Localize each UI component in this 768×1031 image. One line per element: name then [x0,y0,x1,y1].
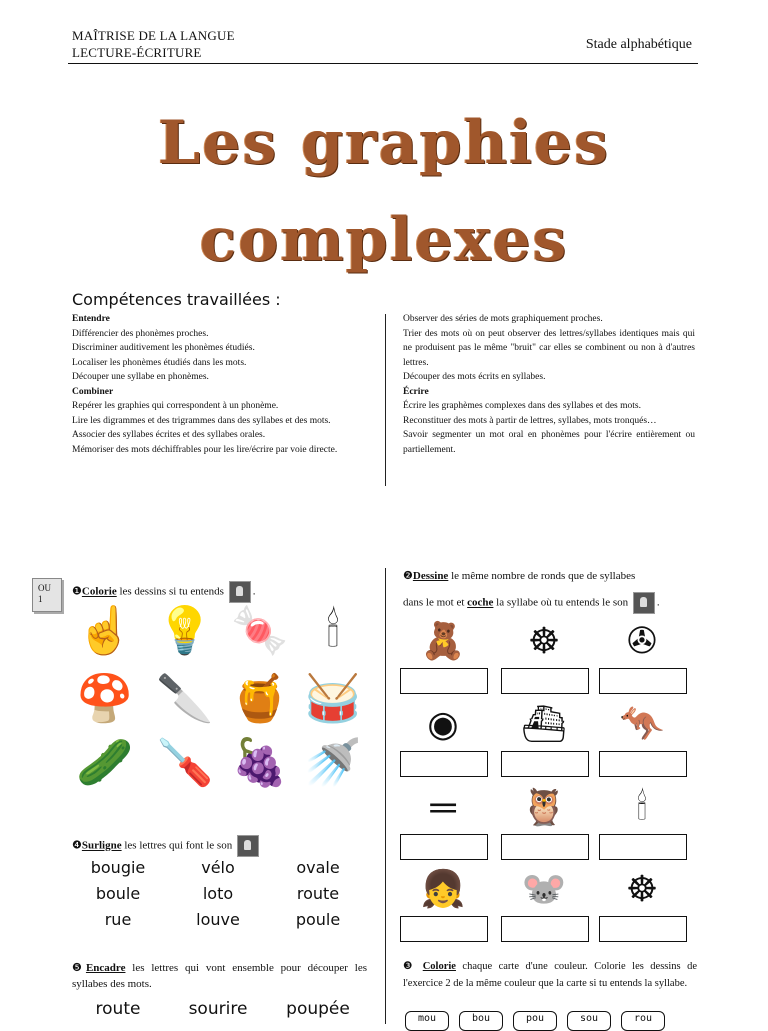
doll-icon: 🧸 [420,621,466,661]
wheel-icon: ☸ [625,869,659,909]
exercise-tag [32,578,62,612]
competence-item: Découper une syllabe en phonèmes. [72,372,209,382]
word[interactable]: sourire [188,999,248,1019]
syllable-answer-box[interactable] [501,751,589,777]
rolling-pin-icon: ═ [430,787,456,827]
competence-item: Lire les digrammes et des trigrammes dans des syllabes et des mots. [72,415,331,426]
column-divider [385,314,386,486]
word-row [68,858,368,884]
word[interactable]: louve [196,910,240,929]
ex5-instruction [72,960,367,992]
word[interactable]: route [296,884,340,903]
ex2-verb: Dessine [412,570,449,582]
syllable-card[interactable]: pou [513,1011,557,1031]
ex1-verb: Colorie [81,585,117,598]
ex5-number: ❺ [72,962,86,974]
syllable-answer-box[interactable] [400,751,488,777]
ex4-verb: Surligne [81,839,122,852]
competences-heading: Compétences travaillées : [72,290,281,309]
competence-item: Associer des syllabes écrites et des syllabes orales. [72,430,266,440]
syllable-answer-box[interactable] [599,751,687,777]
ex1-text: les dessins si tu entends [116,585,227,598]
ex3-verb: Colorie [422,961,456,972]
ex1-picture-grid [72,600,372,800]
wheel-icon: ☸ [527,621,561,661]
word-row [68,884,368,910]
ex3-number: ❸ [403,961,417,972]
syllable-answer-box[interactable] [501,668,589,694]
windmill-icon: ✇ [626,621,658,661]
ex2-text1: le même nombre de ronds que de syllabes [448,570,636,582]
competence-item: Différencier des phonèmes proches. [72,328,209,339]
header-line2: LECTURE-ÉCRITURE [72,45,202,60]
syllable-answer-box[interactable] [599,834,687,860]
word[interactable]: ovale [296,858,340,877]
syllable-cards [405,1011,705,1031]
syllable-answer-box[interactable] [400,668,488,694]
competences-right-column [403,312,695,457]
raspberry-icon[interactable]: 🍇 [231,737,289,788]
competence-item: Découper des mots écrits en syllabes. [403,372,546,382]
knife-icon[interactable]: 🔪 [156,673,214,724]
ex4-word-grid [68,858,368,936]
ex2-picture-grid [398,615,698,945]
syllable-answer-box[interactable] [400,916,488,942]
pickle-icon[interactable]: 🥒 [76,737,134,788]
syllable-card[interactable]: sou [567,1011,611,1031]
submarine-icon: ⛴ [521,704,567,744]
competence-item: Reconstituer des mots à partir de lettres, syllabes, mots tronqués… [403,415,657,426]
syllable-card[interactable]: rou [621,1011,665,1031]
mushroom-icon[interactable]: 🍄 [76,673,134,724]
ex2-text3: la syllabe où tu entends le son [493,596,631,609]
competence-item: Repérer les graphies qui correspondent à un phonème. [72,401,279,411]
syllable-card[interactable]: bou [459,1011,503,1031]
ex4-text: les lettres qui font le son [121,839,235,852]
ex3-instruction [403,958,697,992]
finger-icon[interactable]: ☝ [76,605,134,656]
word[interactable]: poule [295,910,341,929]
competence-item: Discriminer auditivement les phonèmes étudiés. [72,343,255,353]
title-line1: Les graphies [158,108,610,178]
competence-heading: Combiner [72,386,114,397]
competence-heading: Entendre [72,314,110,324]
dolls-icon: 👧 [420,869,466,909]
syllable-answer-box[interactable] [599,668,687,694]
tag-line1: OU [38,583,51,593]
header-divider [68,63,698,64]
competence-item: Savoir segmenter un mot oral en phonèmes pour l'écrire entièrement ou partiellement. [403,430,695,455]
title-line2: complexes [199,205,569,275]
word[interactable]: bougie [90,858,146,877]
syllable-answer-box[interactable] [501,834,589,860]
header-stage: Stade alphabétique [585,37,692,52]
ex2-verb2: coche [467,596,494,609]
syllable-answer-box[interactable] [599,916,687,942]
jam-icon[interactable]: 🍯 [231,673,289,724]
word-row [68,910,368,936]
ex1-instruction: ❶Colorie les dessins si tu entends . [72,581,255,603]
candle-icon[interactable]: 🕯 [326,605,340,656]
ex5-word-row [68,999,368,1019]
word[interactable]: vélo [201,858,235,877]
mouse-icon: 🐭 [521,869,567,909]
syllable-card[interactable]: mou [405,1011,449,1031]
ex2-instruction: ❷Dessine le même nombre de ronds que de syllabes dans le mot et coche la syllabe où tu entends le son . [403,568,698,614]
button-icon: ◉ [427,704,459,744]
ex3-text: chaque carte d'une couleur. Colorie les dessins de l'exercice 2 de la même couleur que la carte si tu entends la syllabe. [403,961,697,989]
shower-icon[interactable]: 🚿 [304,737,362,788]
word[interactable]: boule [95,884,141,903]
competence-item: Trier des mots où on peut observer des lettres/syllabes identiques mais qui ne produisent pas le même "bruit" car elles se combinent ou non à d'autres lettres. [403,328,695,368]
sound-icon [633,592,655,614]
syllable-answer-box[interactable] [400,834,488,860]
header-line1: MAÎTRISE DE LA LANGUE [72,28,235,43]
screwdriver-icon[interactable]: 🪛 [156,737,214,788]
competence-heading: Écrire [403,386,429,397]
word[interactable]: route [95,999,141,1019]
ex1-number: ❶ [72,585,82,598]
syllable-answer-box[interactable] [501,916,589,942]
competence-item: Mémoriser des mots déchiffrables pour les lire/écrire par voie directe. [72,444,338,455]
tag-line2: 1 [38,594,43,604]
kangaroo-icon: 🦘 [619,704,665,744]
ex4-number: ❹ [72,839,82,852]
ex2-text2: dans le mot et [403,596,468,609]
word[interactable]: rue [104,910,132,929]
competence-item: Localiser les phonèmes étudiés dans les mots. [72,357,247,368]
ex5-text: les lettres qui vont ensemble pour découper les syllabes des mots. [72,962,367,990]
word[interactable]: poupée [286,999,350,1019]
ex2-number: ❷ [403,570,413,582]
ex5-verb: Encadre [85,962,126,974]
exercise-divider [385,568,386,1024]
bulb-icon[interactable]: 💡 [156,605,214,656]
competence-item: Observer des séries de mots graphiquement proches. [403,314,603,324]
competences-left-column [72,312,364,457]
candy-icon[interactable]: 🍬 [231,605,289,656]
ex4-instruction [72,835,261,857]
candle-icon: 🕯 [636,787,648,827]
sound-icon [237,835,259,857]
word[interactable]: loto [202,884,234,903]
drum-icon[interactable]: 🥁 [304,673,362,724]
header-subject [72,27,235,61]
owl-icon: 🦉 [521,787,567,827]
competence-item: Écrire les graphèmes complexes dans des syllabes et des mots. [403,401,641,411]
